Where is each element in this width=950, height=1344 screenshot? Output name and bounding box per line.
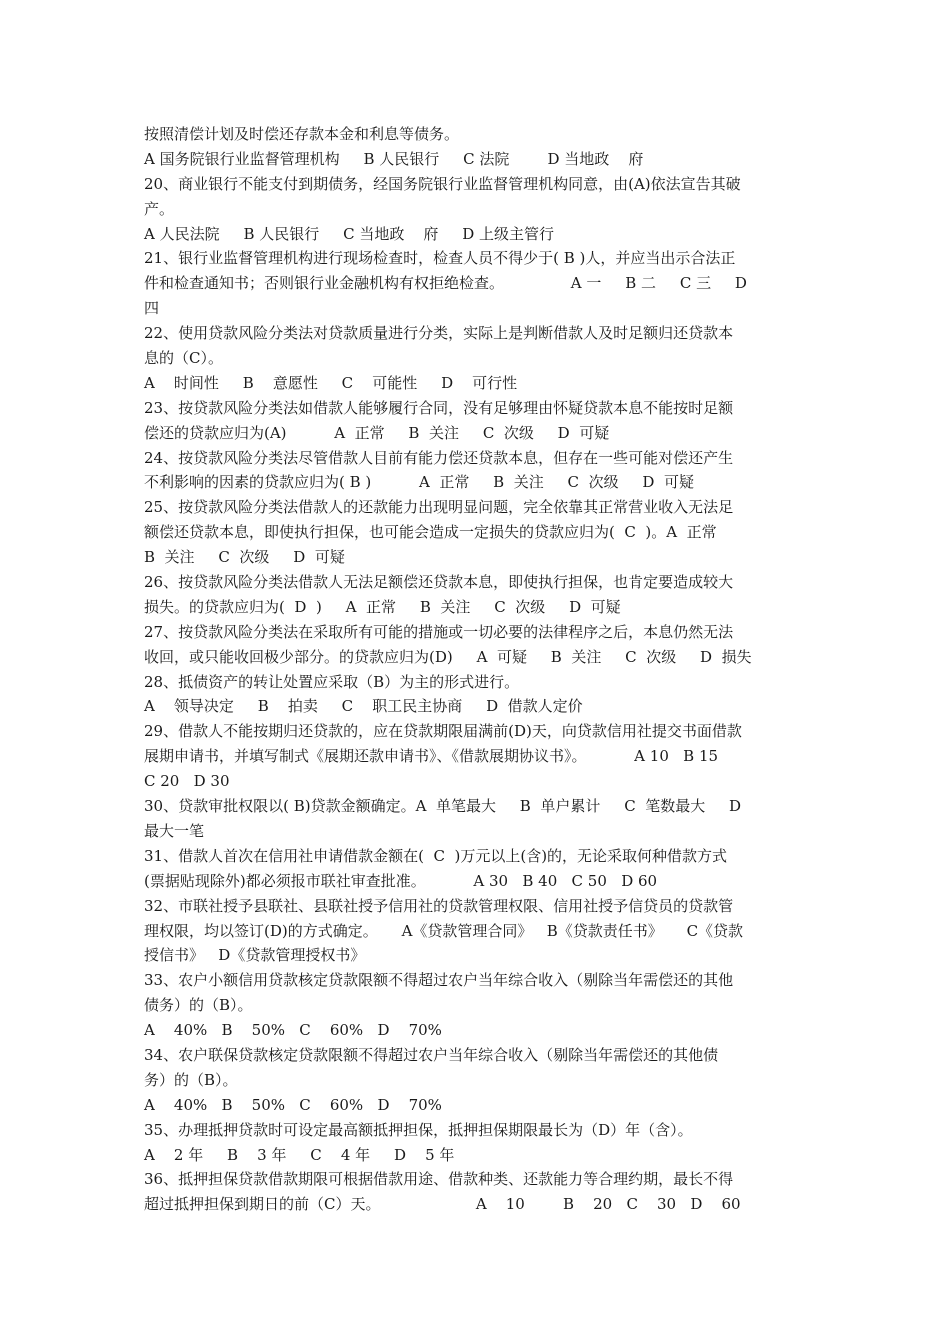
text-line: 36、抵押担保贷款借款期限可根据借款用途、借款种类、还款能力等合理约期，最长不得: [144, 1170, 734, 1189]
text-line: 四: [144, 299, 160, 318]
text-line: B 关注 C 次级 D 可疑: [144, 548, 345, 567]
text-line: 件和检查通知书；否则银行业金融机构有权拒绝检查。 A 一 B 二 C 三 D: [144, 274, 747, 293]
text-line: 32、市联社授予县联社、县联社授予信用社的贷款管理权限、信用社授予信贷员的贷款管: [144, 896, 734, 915]
text-line: 损失。的贷款应归为( D ) A 正常 B 关注 C 次级 D 可疑: [144, 597, 621, 616]
text-line: 按照清偿计划及时偿还存款本金和利息等债务。: [144, 125, 460, 143]
text-line: A 领导决定 B 拍卖 C 职工民主协商 D 借款人定价: [144, 697, 583, 716]
text-line: (票据贴现除外)都必须报市联社审查批准。 A 30 B 40 C 50 D 60: [144, 871, 658, 890]
text-line: 21、银行业监督管理机构进行现场检查时，检查人员不得少于( B )人，并应当出示合法正: [144, 249, 736, 268]
text-line: 展期申请书，并填写制式《展期还款申请书》、《借款展期协议书》。 A 10 B 15: [144, 747, 719, 766]
text-line: 31、借款人首次在信用社申请借款金额在( C )万元以上(含)的，无论采取何种借款方式: [144, 846, 728, 865]
text-line: 超过抵押担保到期日的前（C）天。 A 10 B 20 C 30 D 60: [144, 1195, 741, 1214]
text-line: 22、使用贷款风险分类法对贷款质量进行分类，实际上是判断借款人及时足额归还贷款本: [144, 324, 734, 343]
text-line: A 40% B 50% C 60% D 70%: [144, 1021, 442, 1040]
text-line: 收回，或只能收回极少部分。的贷款应归为(D) A 可疑 B 关注 C 次级 D 损失: [144, 647, 752, 666]
text-line: 息的（C）。: [144, 349, 223, 368]
text-line: 务）的（B）。: [144, 1070, 238, 1089]
text-line: 30、贷款审批权限以( B)贷款金额确定。A 单笔最大 B 单户累计 C 笔数最大 D: [144, 797, 742, 816]
text-line: 34、农户联保贷款核定贷款限额不得超过农户当年综合收入（剔除当年需偿还的其他债: [144, 1045, 719, 1064]
text-line: 33、农户小额信用贷款核定贷款限额不得超过农户当年综合收入（剔除当年需偿还的其他: [144, 971, 734, 990]
text-line: 35、办理抵押贷款时可设定最高额抵押担保，抵押担保期限最长为（D）年（含）。: [144, 1120, 693, 1139]
text-line: A 国务院银行业监督管理机构 B 人民银行 C 法院 D 当地政 府: [144, 149, 644, 168]
text-line: 额偿还贷款本息，即使执行担保，也可能会造成一定损失的贷款应归为( C )。A 正常: [144, 523, 717, 542]
text-line: 20、商业银行不能支付到期债务，经国务院银行业监督管理机构同意，由(A)依法宣告其破: [144, 174, 741, 193]
text-line: 理权限，均以签订(D)的方式确定。 A《贷款管理合同》 B《贷款责任书》 C《贷款: [144, 921, 744, 940]
document-body: [144, 122, 808, 1217]
text-line: A 时间性 B 意愿性 C 可能性 D 可行性: [144, 373, 518, 392]
text-line: 不利影响的因素的贷款应归为( B ) A 正常 B 关注 C 次级 D 可疑: [144, 473, 694, 492]
text-line: A 40% B 50% C 60% D 70%: [144, 1095, 442, 1114]
text-line: 26、按贷款风险分类法借款人无法足额偿还贷款本息，即使执行担保，也肯定要造成较大: [144, 573, 734, 592]
text-line: 最大一笔: [144, 821, 205, 840]
text-line: 29、借款人不能按期归还贷款的，应在贷款期限届满前(D)天，向贷款信用社提交书面借款: [144, 722, 742, 741]
text-line: 偿还的贷款应归为(A) A 正常 B 关注 C 次级 D 可疑: [144, 423, 610, 442]
text-line: 24、按贷款风险分类法尽管借款人目前有能力偿还贷款本息，但存在一些可能对偿还产生: [144, 448, 734, 467]
text-line: 25、按贷款风险分类法借款人的还款能力出现明显问题，完全依靠其正常营业收入无法足: [144, 498, 734, 517]
text-line: C 20 D 30: [144, 772, 230, 791]
text-line: A 人民法院 B 人民银行 C 当地政 府 D 上级主管行: [144, 224, 555, 243]
text-line: 28、抵债资产的转让处置应采取（B）为主的形式进行。: [144, 672, 520, 691]
text-line: 23、按贷款风险分类法如借款人能够履行合同，没有足够理由怀疑贷款本息不能按时足额: [144, 398, 734, 417]
text-line: 债务）的（B）。: [144, 996, 253, 1015]
text-line: 授信书》 D《贷款管理授权书》: [144, 946, 366, 965]
text-line: 27、按贷款风险分类法在采取所有可能的措施或一切必要的法律程序之后，本息仍然无法: [144, 622, 734, 641]
text-line: 产。: [144, 199, 175, 218]
text-line: A 2 年 B 3 年 C 4 年 D 5 年: [144, 1145, 455, 1164]
